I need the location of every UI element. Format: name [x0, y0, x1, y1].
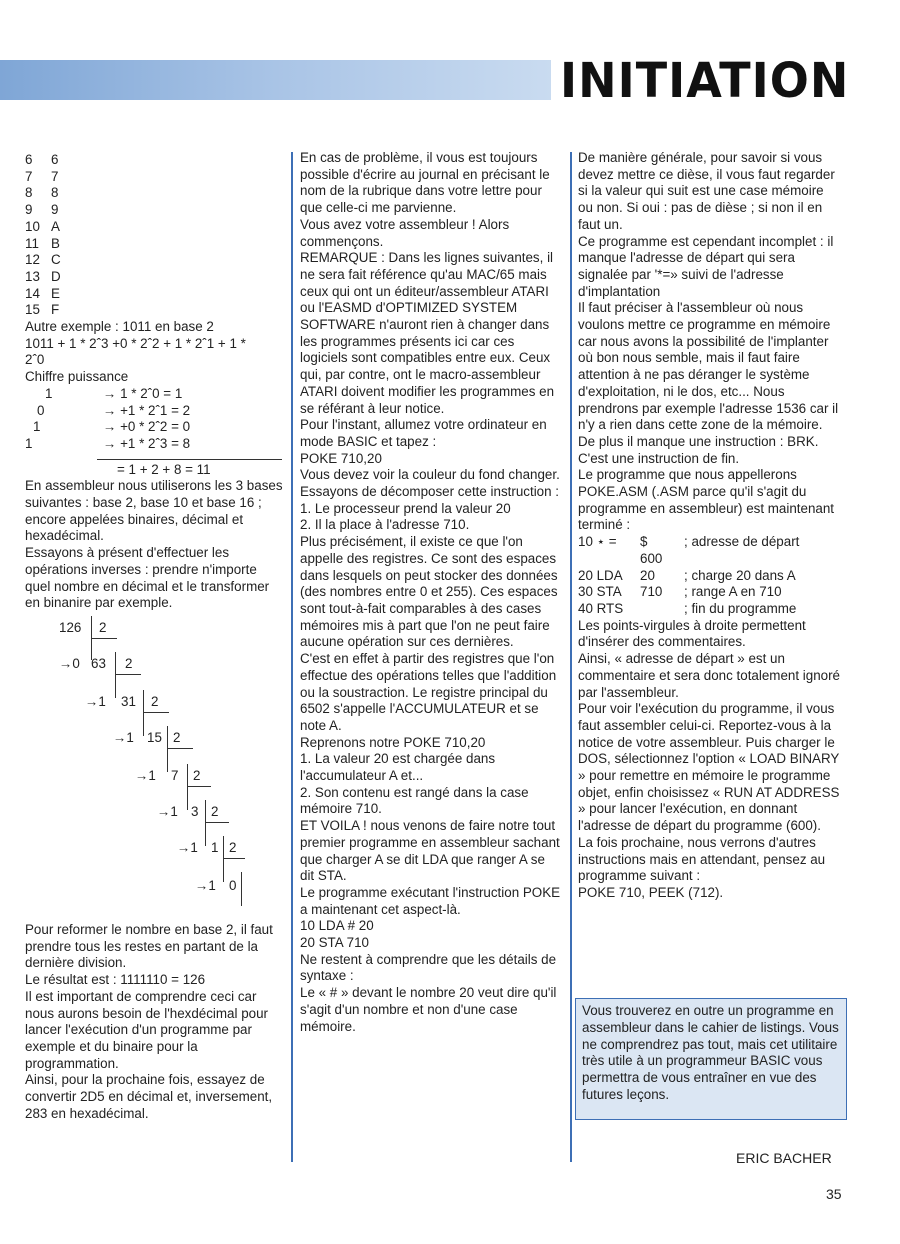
paragraph: De manière générale, pour savoir si vous devez mettre ce dièse, il vous faut regarder si la valeur qui suit est une case mémoire ou non. Si oui : pas de dièse ; si non il en faut un. — [578, 150, 835, 232]
code-line: POKE 710, PEEK (712). — [578, 884, 724, 900]
paragraph: Le programme exécutant l'instruction POKE a maintenant cet aspect-là. — [300, 884, 561, 917]
power-digit: 1 — [33, 419, 41, 435]
decimal-value: 7 — [25, 168, 33, 184]
column-1 — [25, 152, 284, 1122]
listing-row — [578, 568, 799, 585]
power-digit: 1 — [25, 435, 33, 451]
hex-table-row — [25, 252, 61, 269]
assembly-listing — [578, 534, 799, 618]
power-term: → +1 * 2ˆ3 = 8 — [103, 435, 191, 451]
division-number: 63 — [91, 655, 106, 671]
listing-operand: 20 — [640, 567, 655, 583]
paragraph: Reprenons notre POKE 710,20 — [300, 734, 486, 750]
hex-table-row — [25, 202, 61, 219]
division-remainder: →1 — [195, 877, 216, 893]
step-line: 1. La valeur 20 est chargée dans l'accumulateur A et... — [300, 751, 496, 784]
hex-table-row — [25, 219, 61, 236]
paragraph: La fois prochaine, nous verrons d'autres instructions mais en attendant, pensez au programme suivant : — [578, 834, 826, 884]
paragraph: Pour l'instant, allumez votre ordinateur en mode BASIC et tapez : — [300, 417, 547, 449]
division-number: 126 — [59, 619, 82, 635]
paragraph: Vous avez votre assembleur ! Alors commençons. — [300, 216, 510, 249]
division-remainder: →0 — [59, 655, 80, 671]
paragraph: Les points-virgules à droite permettent d'insérer des commentaires. — [578, 617, 806, 650]
decimal-value: 15 — [25, 302, 40, 318]
hex-value: D — [51, 268, 61, 284]
hex-table-row — [25, 286, 61, 303]
paragraph: Il est important de comprendre ceci car nous aurons besoin de l'hexdécimal pour lancer l'exécution d'un programme par exemple et du binaire pour la programmation. — [25, 988, 268, 1071]
paragraph: Pour reformer le nombre en base 2, il faut prendre tous les restes en partant de la dernière division. — [25, 921, 273, 971]
listing-instruction: 30 STA — [578, 584, 622, 600]
division-remainder: →1 — [85, 693, 106, 709]
division-number: 0 — [229, 877, 237, 893]
decimal-value: 10 — [25, 218, 40, 234]
paragraph: En cas de problème, il vous est toujours possible d'écrire au journal en précisant le nom de la rubrique dans votre lettre pour que celle-ci me parvienne. — [300, 150, 550, 216]
column-divider — [570, 152, 572, 1162]
listing-comment: ; adresse de départ — [684, 534, 800, 550]
hex-value: 9 — [51, 202, 59, 218]
division-number: 3 — [191, 803, 199, 819]
division-remainder: →1 — [113, 729, 134, 745]
hex-value: F — [51, 302, 60, 318]
power-row — [25, 419, 190, 436]
example-line: 1011 + 1 * 2ˆ3 +0 * 2ˆ2 + 1 * 2ˆ1 + 1 * — [25, 335, 246, 351]
division-diagram — [25, 616, 284, 916]
hex-table-row — [25, 236, 61, 253]
listing-row — [578, 601, 799, 618]
division-remainder: →1 — [135, 767, 156, 783]
code-line: 20 STA 710 — [300, 935, 369, 951]
sum-line: = 1 + 2 + 8 = 11 — [117, 461, 211, 477]
power-digit: 0 — [37, 402, 45, 418]
paragraph: REMARQUE : Dans les lignes suivantes, il ne sera fait référence qu'au MAC/65 mais ceux qui ont un éditeur/assembleur ATARI ou l'EASMD d'OPTIMIZED SYSTEM SOFTWARE n'auront rien à changer dans les programmes présents ici car ces logiciels sont compatibles entre eux. Ceux qui, par contre, ont le macro-assembleur ATARI doivent modifier les programmes en se référant à leur notice. — [300, 250, 555, 416]
paragraph: Vous devez voir la couleur du fond changer. Essayons de décomposer cette instruction : — [300, 467, 560, 500]
power-term: → +1 * 2ˆ1 = 2 — [103, 402, 191, 418]
paragraph: Plus précisément, il existe ce que l'on appelle des registres. Ce sont des espaces dans lesquels on peut stocker des données (des nombres entre 0 et 255). Ces espaces sont tout-à-fait comparables à des cases mémoires mis à part que l'on ne peut faire aucune opération sur ces dernières. — [300, 534, 558, 650]
listing-comment: ; range A en 710 — [684, 584, 782, 600]
listing-operand: $ 600 — [640, 534, 663, 566]
division-number: 7 — [171, 767, 179, 783]
power-header: Chiffre puissance — [25, 369, 129, 385]
hex-value: A — [51, 218, 60, 234]
division-remainder: →1 — [177, 839, 198, 855]
decimal-value: 8 — [25, 185, 33, 201]
paragraph: Ne restent à comprendre que les détails de syntaxe : — [300, 951, 557, 984]
paragraph: En assembleur nous utiliserons les 3 bases suivantes : base 2, base 10 et base 16 ; encore appelées binaires, décimal et hexadécimal. — [25, 478, 283, 544]
division-remainder: →1 — [157, 803, 178, 819]
division-number: 1 — [211, 839, 219, 855]
listing-operand: 710 — [640, 584, 663, 600]
section-logo: INITIATION — [560, 51, 850, 109]
paragraph: C'est en effet à partir des registres que l'on effectue des opérations telles que l'addition ou la soustraction. Le registre principal du 6502 s'appelle l'ACCUMULATEUR et se note A. — [300, 651, 557, 733]
power-term: → +0 * 2ˆ2 = 0 — [103, 419, 191, 435]
hex-table-row — [25, 152, 61, 169]
hex-value: 6 — [51, 152, 59, 167]
power-row — [25, 386, 190, 403]
division-divisor: 2 — [99, 619, 107, 635]
example-line: 2ˆ0 — [25, 352, 45, 368]
listing-operand — [630, 601, 670, 618]
column-3 — [578, 150, 842, 902]
decimal-value: 14 — [25, 285, 40, 301]
step-line: 2. Son contenu est rangé dans la case mémoire 710. — [300, 784, 529, 817]
column-2 — [300, 150, 562, 1035]
hex-value: 8 — [51, 185, 59, 201]
paragraph: Il faut préciser à l'assembleur où nous voulons mettre ce programme en mémoire car nous avons la possibilité de l'implanter où bon nous semble, mais il faut faire attention à ne pas déranger le système d'exploitation, ni le dos, etc... Nous prendrons par exemple l'adresse 1536 car il n'y a rien dans cette zone de la mémoire. — [578, 300, 839, 433]
listing-instruction: 10 ⋆ = — [578, 534, 617, 550]
division-divisor: 2 — [229, 839, 237, 855]
paragraph: Le programme que nous appellerons POKE.ASM (.ASM parce qu'il s'agit du programme en assembleur) est maintenant terminé : — [578, 467, 835, 533]
hex-table-row — [25, 269, 61, 286]
page-number: 35 — [826, 1186, 842, 1202]
hex-value: C — [51, 252, 61, 268]
hex-conversion-table — [25, 152, 61, 319]
division-divisor: 2 — [125, 655, 133, 671]
paragraph: Le résultat est : 1111110 = 126 — [25, 972, 206, 988]
author-signature: ERIC BACHER — [736, 1150, 832, 1166]
paragraph: Essayons à présent d'effectuer les opérations inverses : prendre n'importe quel nombre en décimal et le transformer en binanire par exemple. — [25, 545, 270, 611]
paragraph: Ainsi, pour la prochaine fois, essayez de convertir 2D5 en décimal et, inversement, 283 en hexadécimal. — [25, 1072, 273, 1121]
listing-row — [578, 534, 799, 567]
listing-comment: ; charge 20 dans A — [684, 567, 796, 583]
division-divisor: 2 — [151, 693, 159, 709]
listing-comment: ; fin du programme — [684, 600, 797, 616]
power-table — [25, 386, 190, 453]
listing-row — [578, 584, 799, 601]
power-row — [25, 436, 190, 453]
listing-instruction: 20 LDA — [578, 567, 623, 583]
header-color-bar — [0, 60, 551, 100]
step-line: 2. Il la place à l'adresse 710. — [300, 517, 470, 533]
paragraph: Le « # » devant le nombre 20 veut dire qu'il s'agit d'un nombre et non d'une case mémoire. — [300, 985, 557, 1034]
column-divider — [291, 152, 293, 1162]
listing-instruction: 40 RTS — [578, 600, 624, 616]
hex-table-row — [25, 169, 61, 186]
paragraph: ET VOILA ! nous venons de faire notre tout premier programme en assembleur sachant que charger A se dit LDA que ranger A se dit STA. — [300, 818, 560, 884]
decimal-value: 6 — [25, 152, 33, 167]
paragraph: Pour voir l'exécution du programme, il vous faut assembler celui-ci. Reportez-vous à la notice de votre assembleur. Puis charger le DOS, sélectionnez l'option « LOAD BINARY » pour remettre en mémoire le programme objet, enfin choisissez « RUN AT ADDRESS » pour lancer l'exécution, en donnant l'adresse de départ du programme (600). — [578, 701, 840, 834]
hex-value: E — [51, 285, 60, 301]
division-divisor: 2 — [211, 803, 219, 819]
hex-table-row — [25, 302, 61, 319]
decimal-value: 11 — [25, 235, 39, 251]
power-term: → 1 * 2ˆ0 = 1 — [103, 385, 183, 401]
code-line: 10 LDA # 20 — [300, 918, 374, 934]
hex-value: 7 — [51, 168, 59, 184]
sum-rule — [97, 459, 282, 460]
hex-table-row — [25, 185, 61, 202]
paragraph: Ce programme est cependant incomplet : il manque l'adresse de départ qui sera signalée par '*=» suivi de l'adresse d'implantation — [578, 233, 834, 299]
division-number: 31 — [121, 693, 136, 709]
hex-value: B — [51, 235, 60, 251]
decimal-value: 12 — [25, 252, 40, 268]
example-title: Autre exemple : 1011 en base 2 — [25, 319, 214, 335]
power-row — [25, 403, 190, 420]
decimal-value: 9 — [25, 202, 33, 218]
step-line: 1. Le processeur prend la valeur 20 — [300, 500, 511, 516]
division-divisor: 2 — [173, 729, 181, 745]
division-number: 15 — [147, 729, 162, 745]
code-line: POKE 710,20 — [300, 450, 382, 466]
power-digit: 1 — [45, 385, 53, 401]
division-divisor: 2 — [193, 767, 201, 783]
decimal-value: 13 — [25, 268, 40, 284]
paragraph: Ainsi, « adresse de départ » est un commentaire et sera donc totalement ignoré par l'assembleur. — [578, 651, 841, 700]
paragraph: De plus il manque une instruction : BRK. C'est une instruction de fin. — [578, 433, 819, 466]
info-box: Vous trouverez en outre un programme en assembleur dans le cahier de listings. Vous ne comprendrez pas tout, mais cet utilitaire très utile à un programmeur BASIC vous permettra de vous entraîner en vue des futures leçons. — [575, 998, 847, 1120]
